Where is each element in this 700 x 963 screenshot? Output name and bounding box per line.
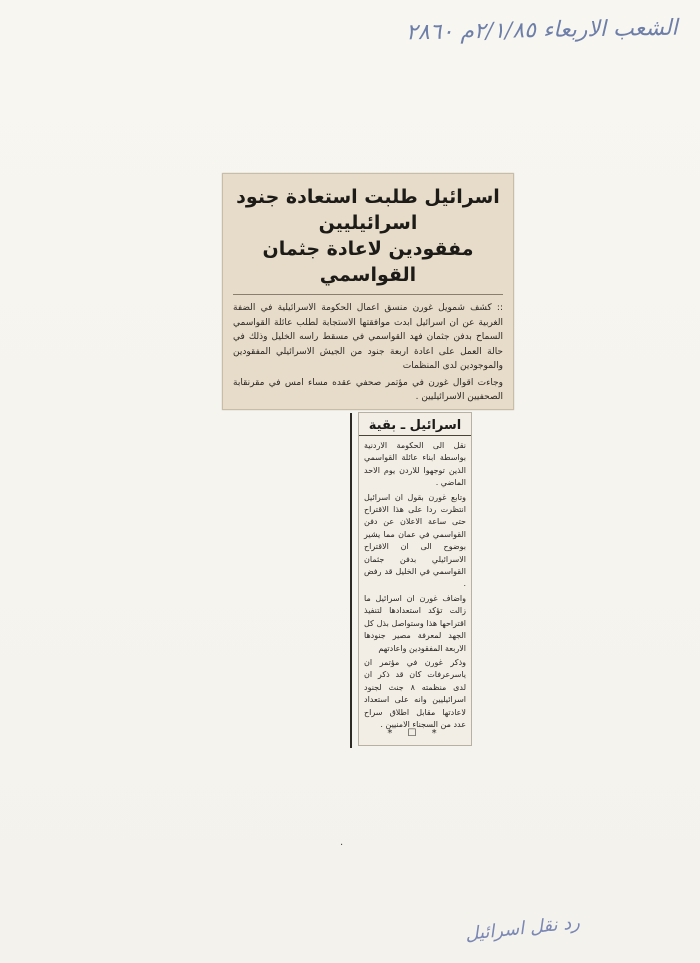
newspaper-clipping-main [222,173,514,410]
continuation-paragraph: واضاف غورن ان اسرائيل ما زالت تؤكد استعدادها لتنفيذ اقتراحها هذا وستواصل بذل كل الجهد لمعرفة مصير جنودها الاربعة المفقودين واعادتهم [364,593,466,653]
end-of-article-marks: * ☐ * [387,728,443,739]
page-speck: · [340,840,344,851]
article-headline [231,184,505,288]
continuation-paragraph: وتابع غورن بقول ان اسرائيل انتظرت ردا على هذا الاقتراح حتى ساعة الاعلان عن دفن القواسمي في عمان مما يشير بوضوح الى ان الاقتراح الاسرائيلي بدفن جثمان القواسمي في الخليل قد رفض . [364,492,466,589]
continuation-body [364,440,466,731]
continuation-paragraph: وذكر غورن في مؤتمر ان ياسرعرفات كان قد ذكر ان لدى منظمته ٨ جنث لجنود اسرائيليين وانه على استعداد لاعادتها مقابل اطلاق سراح عدد من السجناء الامنيين . [364,657,467,729]
article-paragraph: :: كشف شمويل غورن منسق اعمال الحكومة الاسرائيلية في الضفة الغربية عن ان اسرائيل ابدت موافقتها الاستجابة لطلب عائلة القواسمي السماح بدفن جثمان فهد القواسمي في مسقط راسه الخليل وذلك في حالة العمل على اعادة اربعة جنود من الجيش الاسرائيلي المفقودين والموجودين لدى المنظمات [233,303,503,371]
article-paragraph [233,407,503,411]
column-rule [350,413,352,748]
newspaper-clipping-continuation [358,412,472,746]
headline-line-1: اسرائيل طلبت استعادة جنود اسرائيليين [236,186,500,234]
handwritten-date-note: الشعب الاربعاء ٢/١/٨٥م ٢٨٦٠ [406,15,679,46]
continuation-subtitle: اسرائيل ـ بقية [359,418,471,436]
headline-line-2: مفقودين لاعادة جثمان القواسمي [262,238,474,286]
article-paragraph: وجاءت اقوال غورن في مؤتمر صحفي عقده مساء امس في مقرنقابة الصحفيين الاسرائيليين . [233,377,503,402]
handwritten-footer-note: رد نقل اسرائيل [464,912,581,945]
article-body [233,301,503,410]
continuation-paragraph: نقل الى الحكومة الاردنية بواسطة ابناء عائلة القواسمي الذين توجهوا للاردن يوم الاحد الماضي . [364,441,466,488]
headline-divider [233,294,503,295]
